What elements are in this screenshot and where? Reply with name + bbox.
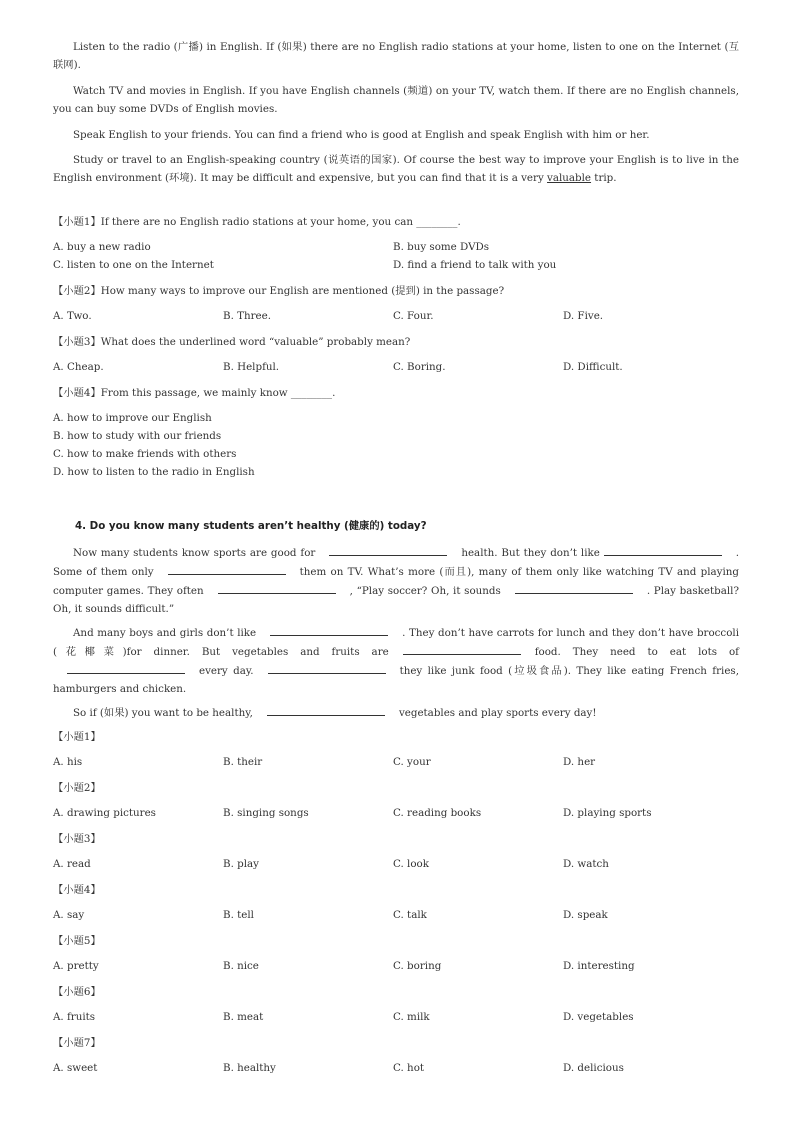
paragraph-text: So if (如果) you want to be healthy, <box>73 707 253 719</box>
paragraph-text: health. But they don’t like <box>461 547 600 559</box>
option-c[interactable]: C. your <box>393 756 431 768</box>
passage4-paragraph-1 <box>53 543 739 618</box>
option-c[interactable]: C. milk <box>393 1011 430 1023</box>
option-a[interactable]: A. read <box>53 858 91 870</box>
question-stem <box>53 213 461 231</box>
paragraph-text: vegetables and play sports every day! <box>398 707 597 719</box>
option-b[interactable]: B. Helpful. <box>223 361 280 373</box>
option-row <box>53 855 753 873</box>
blank-9[interactable] <box>268 661 386 674</box>
passage3-paragraph-2: Watch TV and movies in English. If you have English channels (频道) on your TV, watch them. If there are no English channels, you can buy some DVDs of English movies. <box>53 85 739 115</box>
blank-1[interactable] <box>329 543 447 556</box>
paragraph-text: . They don’t have carrots for lunch and they don’t have broccoli (花椰菜)for dinner. But vegetables and fruits are <box>53 627 739 658</box>
option-a[interactable]: A. his <box>53 756 83 768</box>
paragraph-text: , “Play soccer? Oh, it sounds <box>349 585 501 597</box>
question-label: 【小题1】 <box>53 216 101 228</box>
option-d[interactable]: D. vegetables <box>563 1011 634 1023</box>
blank-7[interactable] <box>403 642 521 655</box>
question-label: 【小题6】 <box>53 986 101 998</box>
option-row <box>53 906 753 924</box>
option-a[interactable]: A. pretty <box>53 960 99 972</box>
question-text: How many ways to improve our English are mentioned (提到) in the passage? <box>100 285 505 297</box>
option-row <box>53 307 753 325</box>
question-stem <box>53 384 335 402</box>
option-a[interactable]: A. how to improve our English <box>53 412 212 424</box>
option-c[interactable]: C. hot <box>393 1062 425 1074</box>
option-a[interactable]: A. say <box>53 909 85 921</box>
paragraph-text: food. They need to eat lots of <box>534 646 739 658</box>
question-label: 【小题3】 <box>53 833 101 845</box>
paragraph-text: every day. <box>199 665 254 677</box>
question-label: 【小题3】 <box>53 336 101 348</box>
question-text: From this passage, we mainly know ________. <box>100 387 336 399</box>
question-stem <box>53 282 504 300</box>
option-row <box>53 256 753 274</box>
option-c[interactable]: C. boring <box>393 960 442 972</box>
option-d[interactable]: D. interesting <box>563 960 635 972</box>
option-c[interactable]: C. Four. <box>393 310 434 322</box>
blank-10[interactable] <box>267 703 385 716</box>
option-a[interactable]: A. drawing pictures <box>53 807 156 819</box>
paragraph-text: trip. <box>591 172 617 184</box>
option-d[interactable]: D. watch <box>563 858 609 870</box>
option-c[interactable]: C. talk <box>393 909 427 921</box>
option-b[interactable]: B. meat <box>223 1011 264 1023</box>
option-b[interactable]: B. buy some DVDs <box>393 241 490 253</box>
passage4-paragraph-3 <box>53 703 739 722</box>
option-c[interactable]: C. reading books <box>393 807 482 819</box>
option-row <box>53 358 753 376</box>
option-d[interactable]: D. Five. <box>563 310 604 322</box>
option-b[interactable]: B. their <box>223 756 263 768</box>
option-b[interactable]: B. healthy <box>223 1062 276 1074</box>
passage3-paragraph-4 <box>53 151 739 187</box>
option-d[interactable]: D. Difficult. <box>563 361 623 373</box>
option-b[interactable]: B. tell <box>223 909 254 921</box>
option-c[interactable]: C. look <box>393 858 429 870</box>
paragraph-text: . Play basketball? Oh, it sounds difficult.” <box>53 585 739 615</box>
option-b[interactable]: B. singing songs <box>223 807 309 819</box>
question-label: 【小题7】 <box>53 1037 101 1049</box>
paragraph-text: they like junk food (垃圾食品). They like eating French fries, hamburgers and chicken. <box>53 665 739 695</box>
question-label: 【小题5】 <box>53 935 101 947</box>
paragraph-text: Study or travel to an English-speaking country (说英语的国家). Of course the best way to improve your English is to live in the English environment (环境). It may be difficult and expensive, but you can find that it is a very <box>53 154 739 184</box>
option-c[interactable]: C. listen to one on the Internet <box>53 259 214 271</box>
blank-3[interactable] <box>168 562 286 575</box>
paragraph-text: them on TV. What’s more (而且), many of them only like watching TV and playing computer games. They often <box>53 566 739 597</box>
blank-5[interactable] <box>515 581 633 594</box>
option-d[interactable]: D. playing sports <box>563 807 652 819</box>
question-text: If there are no English radio stations at your home, you can ________. <box>100 216 461 228</box>
option-b[interactable]: B. how to study with our friends <box>53 430 222 442</box>
option-a[interactable]: A. fruits <box>53 1011 96 1023</box>
paragraph-text: And many boys and girls don’t like <box>73 627 257 639</box>
passage3-paragraph-3: Speak English to your friends. You can find a friend who is good at English and speak English with him or her. <box>73 129 650 141</box>
option-d[interactable]: D. speak <box>563 909 608 921</box>
passage4-title: 4. Do you know many students aren’t healthy (健康的) today? <box>75 520 427 532</box>
question-text: What does the underlined word “valuable” probably mean? <box>100 336 411 348</box>
option-row <box>53 957 753 975</box>
blank-4[interactable] <box>218 581 336 594</box>
question-label: 【小题1】 <box>53 731 101 743</box>
option-b[interactable]: B. nice <box>223 960 259 972</box>
option-a[interactable]: A. sweet <box>53 1062 98 1074</box>
option-d[interactable]: D. her <box>563 756 596 768</box>
underlined-word-valuable: valuable <box>547 172 592 184</box>
option-c[interactable]: C. Boring. <box>393 361 446 373</box>
question-label: 【小题4】 <box>53 387 101 399</box>
option-d[interactable]: D. delicious <box>563 1062 624 1074</box>
option-a[interactable]: A. Cheap. <box>53 361 104 373</box>
passage3-paragraph-1: Listen to the radio (广播) in English. If (如果) there are no English radio stations at your home, listen to one on the Internet (互联网). <box>53 41 739 71</box>
paragraph-text: Now many students know sports are good for <box>73 547 316 559</box>
blank-2[interactable] <box>604 543 722 556</box>
option-a[interactable]: A. buy a new radio <box>53 241 151 253</box>
question-label: 【小题2】 <box>53 285 101 297</box>
option-row <box>53 1059 753 1077</box>
option-b[interactable]: B. Three. <box>223 310 271 322</box>
option-row <box>53 753 753 771</box>
option-d[interactable]: D. how to listen to the radio in English <box>53 466 255 478</box>
blank-6[interactable] <box>270 623 388 636</box>
option-row <box>53 238 753 256</box>
option-c[interactable]: C. how to make friends with others <box>53 448 237 460</box>
option-row <box>53 1008 753 1026</box>
option-b[interactable]: B. play <box>223 858 259 870</box>
option-a[interactable]: A. Two. <box>53 310 92 322</box>
question-label: 【小题4】 <box>53 884 101 896</box>
question-label: 【小题2】 <box>53 782 101 794</box>
question-stem <box>53 333 410 351</box>
blank-8[interactable] <box>67 661 185 674</box>
option-d[interactable]: D. find a friend to talk with you <box>393 259 557 271</box>
passage4-paragraph-2 <box>53 623 739 698</box>
option-row <box>53 804 753 822</box>
paragraph-text: . Some of them only <box>53 547 739 578</box>
